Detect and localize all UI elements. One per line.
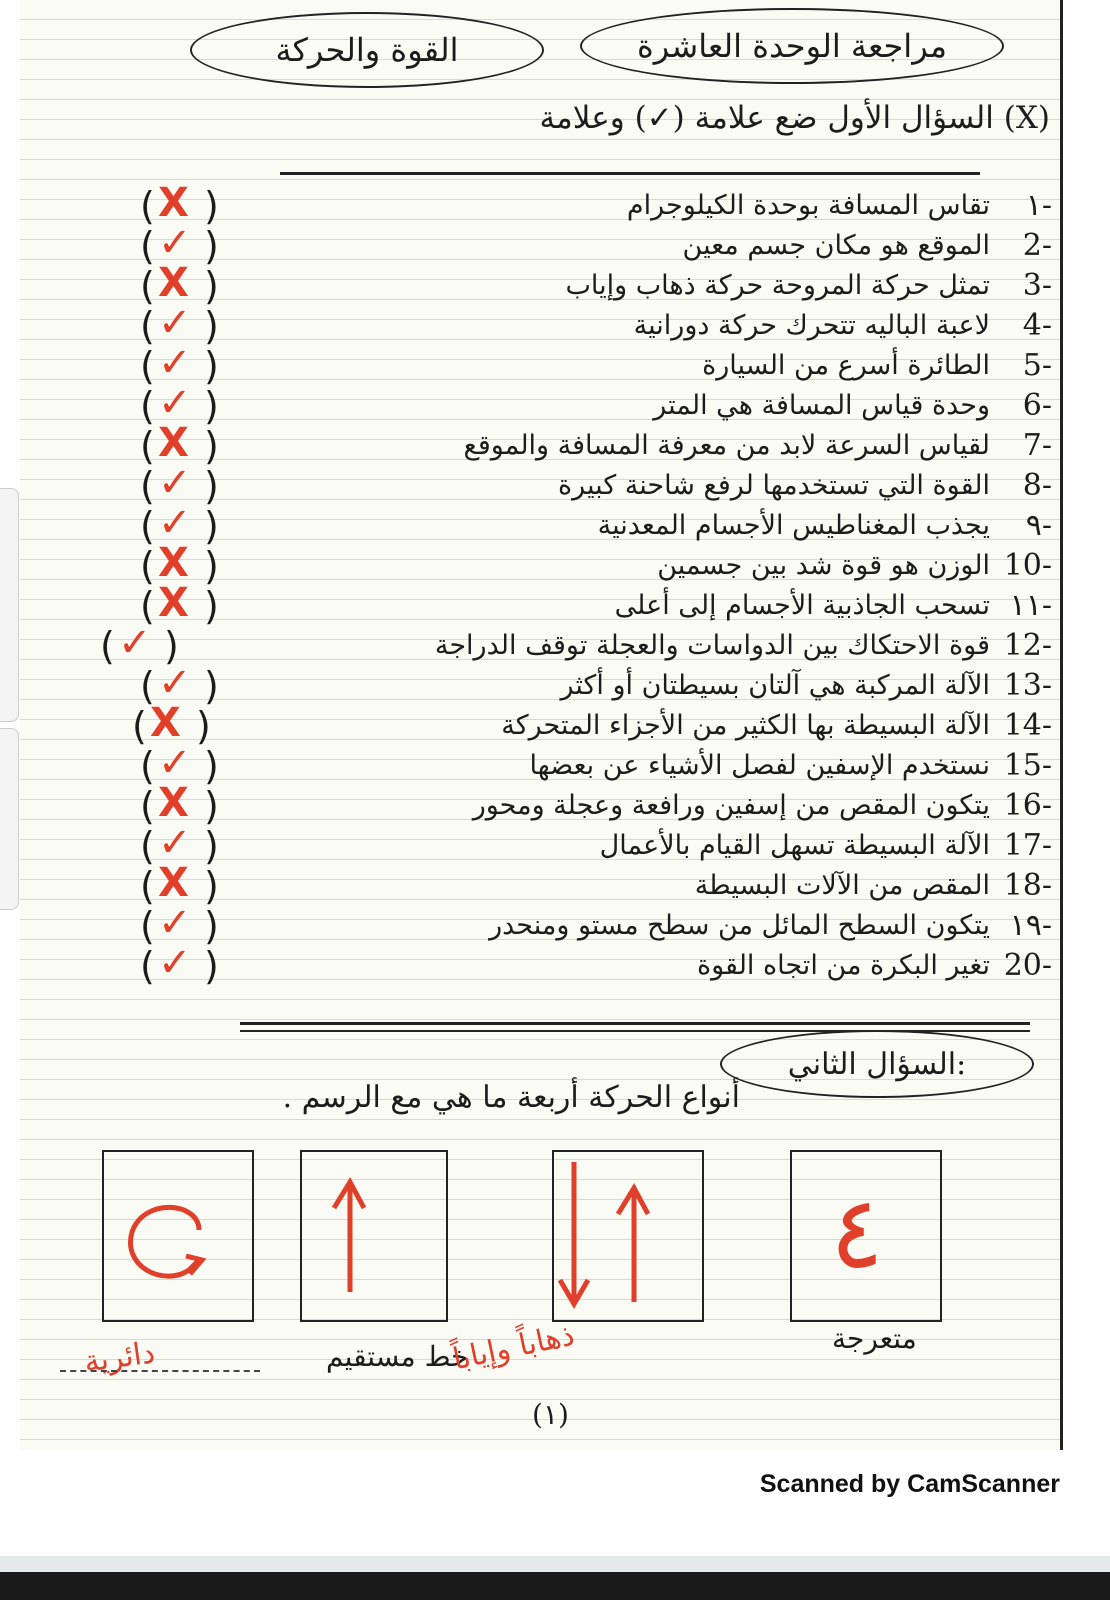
question-text: يجذب المغناطيس الأجسام المعدنية bbox=[597, 510, 990, 541]
question2-prompt: أنواع الحركة أربعة ما هي مع الرسم . bbox=[282, 1080, 740, 1115]
circular-dash-line bbox=[60, 1370, 260, 1372]
answer-mark: X bbox=[158, 180, 189, 226]
zigzag-drawing: ٤ bbox=[830, 1174, 884, 1291]
answer-paren-close: ) bbox=[204, 744, 219, 788]
answer-paren-open: ( bbox=[140, 504, 155, 548]
question-text: تمثل حركة المروحة حركة ذهاب وإياب bbox=[565, 270, 990, 301]
question-number: 16- bbox=[1003, 788, 1052, 823]
answer-paren-open: ( bbox=[140, 944, 155, 988]
question-text: يتكون السطح المائل من سطح مستو ومنحدر bbox=[489, 910, 990, 941]
answer-paren-open: ( bbox=[140, 224, 155, 268]
answer-mark: X bbox=[150, 700, 181, 746]
question-number: 15- bbox=[1003, 748, 1052, 783]
answer-paren-close: ) bbox=[204, 304, 219, 348]
answer-mark: ✓ bbox=[158, 660, 192, 706]
answer-mark: ✓ bbox=[158, 220, 192, 266]
answer-paren-open: ( bbox=[140, 424, 155, 468]
label-zigzag: متعرجة bbox=[832, 1322, 917, 1355]
question-number: 18- bbox=[1003, 868, 1052, 903]
answer-paren-close: ) bbox=[204, 584, 219, 628]
answer-paren-open: ( bbox=[140, 744, 155, 788]
question-number: 14- bbox=[1003, 708, 1052, 743]
question-number: 12- bbox=[1003, 628, 1052, 663]
straight-motion-drawing bbox=[302, 1152, 446, 1320]
answer-paren-open: ( bbox=[140, 584, 155, 628]
answer-paren-close: ) bbox=[204, 944, 219, 988]
answer-paren-open: ( bbox=[140, 464, 155, 508]
answer-mark: ✓ bbox=[158, 500, 192, 546]
answer-mark: ✓ bbox=[158, 340, 192, 386]
q1-underline bbox=[280, 172, 980, 175]
question-text: الوزن هو قوة شد بين جسمين bbox=[657, 550, 990, 581]
question-number: 17- bbox=[1003, 828, 1052, 863]
answer-paren-close: ) bbox=[204, 264, 219, 308]
question-number: ١١- bbox=[1009, 588, 1052, 623]
question-number: 3- bbox=[1022, 268, 1052, 303]
question-text: تسحب الجاذبية الأجسام إلى أعلى bbox=[614, 590, 990, 621]
answer-paren-open: ( bbox=[140, 904, 155, 948]
question-number: 7- bbox=[1022, 428, 1052, 463]
answer-paren-open: ( bbox=[140, 664, 155, 708]
question-text: لقياس السرعة لابد من معرفة المسافة والموقع bbox=[463, 430, 990, 461]
answer-paren-close: ) bbox=[204, 864, 219, 908]
question2-title bbox=[720, 1030, 1034, 1098]
back-forth-motion-drawing bbox=[554, 1152, 702, 1320]
answer-mark: X bbox=[158, 540, 189, 586]
question-text: القوة التي تستخدمها لرفع شاحنة كبيرة bbox=[557, 470, 990, 501]
answer-paren-close: ) bbox=[204, 824, 219, 868]
answer-mark: ✓ bbox=[158, 740, 192, 786]
answer-paren-close: ) bbox=[204, 344, 219, 388]
answer-mark: X bbox=[158, 420, 189, 466]
question-text: الطائرة أسرع من السيارة bbox=[702, 350, 990, 381]
answer-paren-close: ) bbox=[204, 384, 219, 428]
answer-paren-close: ) bbox=[196, 704, 211, 748]
question-text: نستخدم الإسفين لفصل الأشياء عن بعضها bbox=[529, 750, 990, 781]
answer-mark: X bbox=[158, 780, 189, 826]
box-back-forth bbox=[552, 1150, 704, 1322]
question-number: 13- bbox=[1003, 668, 1052, 703]
question-text: الآلة المركبة هي آلتان بسيطتان أو أكثر bbox=[560, 670, 990, 701]
question1-title: السؤال الأول ضع علامة (✓) وعلامة (X) bbox=[539, 100, 1050, 136]
answer-paren-open: ( bbox=[140, 824, 155, 868]
answer-paren-close: ) bbox=[204, 784, 219, 828]
answer-mark: X bbox=[158, 260, 189, 306]
answer-paren-open: ( bbox=[140, 264, 155, 308]
question-number: 2- bbox=[1022, 228, 1052, 263]
answer-paren-open: ( bbox=[132, 704, 147, 748]
question-text: تغير البكرة من اتجاه القوة bbox=[696, 950, 990, 981]
page-number: (١) bbox=[532, 1398, 569, 1431]
question-number: 4- bbox=[1022, 308, 1052, 343]
answer-paren-open: ( bbox=[140, 344, 155, 388]
unit-review-text: مراجعة الوحدة العاشرة bbox=[637, 27, 947, 65]
answer-paren-close: ) bbox=[204, 464, 219, 508]
label-back-forth: ذهاباً وإياباً bbox=[449, 1317, 578, 1378]
topic-text: القوة والحركة bbox=[275, 31, 459, 69]
answer-paren-close: ) bbox=[204, 544, 219, 588]
question-number: 10- bbox=[1003, 548, 1052, 583]
answer-mark: ✓ bbox=[158, 300, 192, 346]
answer-paren-open: ( bbox=[100, 624, 115, 668]
side-tab-upper[interactable] bbox=[0, 488, 19, 722]
topic-title bbox=[190, 12, 544, 88]
question-number: ٩- bbox=[1025, 508, 1052, 543]
question-text: تقاس المسافة بوحدة الكيلوجرام bbox=[626, 190, 990, 221]
answer-mark: ✓ bbox=[158, 460, 192, 506]
answer-paren-close: ) bbox=[204, 504, 219, 548]
answer-mark: X bbox=[158, 860, 189, 906]
answer-paren-close: ) bbox=[204, 664, 219, 708]
box-circular bbox=[102, 1150, 254, 1322]
answer-paren-close: ) bbox=[204, 904, 219, 948]
question-text: قوة الاحتكاك بين الدواسات والعجلة توقف الدراجة bbox=[434, 630, 990, 661]
answer-paren-open: ( bbox=[140, 304, 155, 348]
box-zigzag bbox=[790, 1150, 942, 1322]
answer-mark: ✓ bbox=[158, 940, 192, 986]
answer-mark: ✓ bbox=[158, 900, 192, 946]
label-straight: خط مستقيم bbox=[326, 1340, 469, 1373]
answer-mark: ✓ bbox=[158, 380, 192, 426]
answer-paren-open: ( bbox=[140, 384, 155, 428]
scanner-watermark: Scanned by CamScanner bbox=[759, 1470, 1060, 1498]
answer-mark: X bbox=[158, 580, 189, 626]
answer-paren-close: ) bbox=[164, 624, 179, 668]
section-divider bbox=[240, 1022, 1030, 1025]
question-number: ١٩- bbox=[1009, 908, 1052, 943]
answer-paren-open: ( bbox=[140, 544, 155, 588]
answer-mark: ✓ bbox=[158, 820, 192, 866]
question2-title-text: السؤال الثاني: bbox=[787, 1046, 967, 1082]
label-circular: دائرية bbox=[81, 1335, 158, 1380]
answer-paren-open: ( bbox=[140, 784, 155, 828]
side-tab-lower[interactable] bbox=[0, 728, 19, 910]
question-number: 20- bbox=[1003, 948, 1052, 983]
answer-mark: ✓ bbox=[118, 620, 152, 666]
question-text: لاعبة الباليه تتحرك حركة دورانية bbox=[633, 310, 990, 341]
answer-paren-open: ( bbox=[140, 864, 155, 908]
question-number: 6- bbox=[1022, 388, 1052, 423]
circular-motion-drawing bbox=[104, 1152, 252, 1320]
question-text: الآلة البسيطة تسهل القيام بالأعمال bbox=[599, 830, 990, 861]
question-number: ١- bbox=[1025, 188, 1052, 223]
question-text: وحدة قياس المسافة هي المتر bbox=[653, 390, 990, 421]
bottom-strip bbox=[0, 1556, 1110, 1572]
question-text: الموقع هو مكان جسم معين bbox=[682, 230, 990, 261]
bottom-bar bbox=[0, 1572, 1110, 1600]
question-text: الآلة البسيطة بها الكثير من الأجزاء المتحركة bbox=[501, 710, 990, 741]
unit-review-title bbox=[580, 8, 1004, 84]
box-straight bbox=[300, 1150, 448, 1322]
question-number: 8- bbox=[1022, 468, 1052, 503]
answer-paren-open: ( bbox=[140, 184, 155, 228]
question-text: يتكون المقص من إسفين ورافعة وعجلة ومحور bbox=[472, 790, 990, 821]
question-text: المقص من الآلات البسيطة bbox=[694, 870, 990, 901]
answer-paren-close: ) bbox=[204, 184, 219, 228]
question-number: 5- bbox=[1022, 348, 1052, 383]
answer-paren-close: ) bbox=[204, 224, 219, 268]
answer-paren-close: ) bbox=[204, 424, 219, 468]
